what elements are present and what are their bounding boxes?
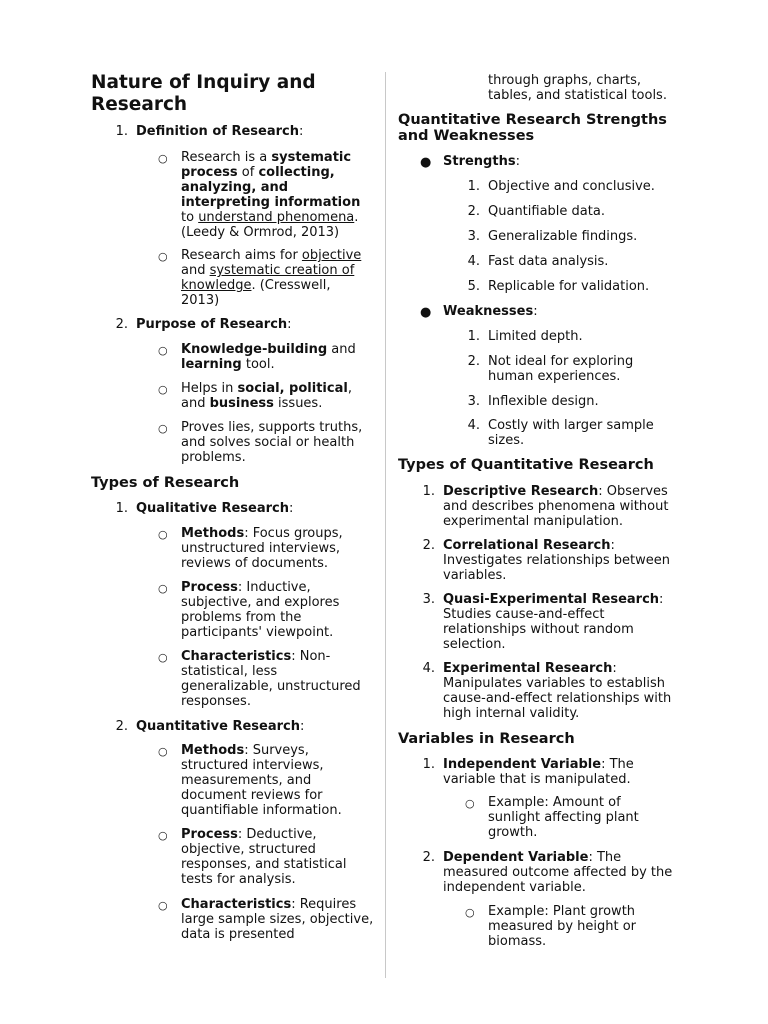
strength-item: Fast data analysis. [488,254,609,269]
strength-item: Objective and conclusive. [488,179,655,194]
qualitative-characteristics: Characteristics: Non-statistical, less generalizable, unstructured responses. [181,649,361,709]
list-number: 2. [467,204,480,219]
circle-bullet-icon: ○ [158,250,168,263]
strength-item: Replicable for validation. [488,279,650,294]
list-number: 1. [467,179,480,194]
list-number: 4. [467,254,480,269]
circle-bullet-icon: ○ [158,383,168,396]
circle-bullet-icon: ○ [465,906,475,919]
independent-variable: Independent Variable: The variable that is manipulated. [443,757,634,787]
weakness-item: Costly with larger sample sizes. [488,418,654,448]
list-number: 3. [422,592,435,607]
qualitative-methods: Methods: Focus groups, unstructured interviews, reviews of documents. [181,526,343,571]
list-number: 2. [467,354,480,369]
circle-bullet-icon: ○ [158,152,168,165]
dot-bullet-icon: ● [420,305,432,320]
purpose-point-1: Knowledge-building and learning tool. [181,342,356,372]
list-number: 1. [115,501,128,516]
list-number: 1. [115,124,128,139]
list-number: 2. [115,719,128,734]
list-number: 4. [467,418,480,433]
dependent-variable: Dependent Variable: The measured outcome affected by the independent variable. [443,850,673,895]
types-heading: Types of Research [91,475,240,491]
circle-bullet-icon: ○ [158,829,168,842]
list-number: 4. [422,661,435,676]
purpose-point-3: Proves lies, supports truths, and solves social or health problems. [181,420,363,465]
quantitative-characteristics: Characteristics: Requires large sample sizes, objective, data is presented [181,897,374,942]
quantitative-methods: Methods: Surveys, structured interviews, measurements, and document reviews for quantifiable information. [181,743,342,818]
quantitative-heading: Quantitative Research: [136,719,305,734]
list-number: 3. [467,394,480,409]
weakness-item: Limited depth. [488,329,583,344]
purpose-point-2: Helps in social, political, and business issues. [181,381,352,411]
page-title: Nature of Inquiry and Research [91,72,316,115]
qualitative-heading: Qualitative Research: [136,501,294,516]
dot-bullet-icon: ● [420,155,432,170]
list-number: 3. [467,229,480,244]
circle-bullet-icon: ○ [158,745,168,758]
list-number: 2. [422,850,435,865]
strength-item: Quantifiable data. [488,204,605,219]
column-divider [385,72,386,978]
definition-point-1: Research is a systematic process of collecting, analyzing, and interpreting information to understand phenomena. (Leedy & Ormrod, 2013) [181,150,361,240]
weakness-item: Inflexible design. [488,394,599,409]
quantitative-process: Process: Deductive, objective, structured responses, and statistical tests for analysis. [181,827,347,887]
definition-point-2: Research aims for objective and systematic creation of knowledge. (Cresswell, 2013) [181,248,362,308]
list-number: 1. [422,757,435,772]
dependent-example: Example: Plant growth measured by height or biomass. [488,904,637,949]
list-number: 2. [422,538,435,553]
list-number: 1. [422,484,435,499]
variables-heading: Variables in Research [398,731,575,747]
section-definition: Definition of Research: [136,124,304,139]
circle-bullet-icon: ○ [158,344,168,357]
independent-example: Example: Amount of sunlight affecting plant growth. [488,795,639,840]
qualitative-process: Process: Inductive, subjective, and explores problems from the participants' viewpoint. [181,580,340,640]
quasi-experimental-research: Quasi-Experimental Research: Studies cause-and-effect relationships without random selection. [443,592,664,652]
weakness-item: Not ideal for exploring human experiences. [488,354,634,384]
circle-bullet-icon: ○ [158,651,168,664]
section-purpose: Purpose of Research: [136,317,292,332]
circle-bullet-icon: ○ [158,528,168,541]
circle-bullet-icon: ○ [158,582,168,595]
list-number: 1. [467,329,480,344]
strengths-label: Strengths: [443,154,520,169]
continuation-text: through graphs, charts, tables, and statistical tools. [488,73,667,103]
experimental-research: Experimental Research: Manipulates variables to establish cause-and-effect relationships with high internal validity. [443,661,672,721]
circle-bullet-icon: ○ [158,899,168,912]
strength-item: Generalizable findings. [488,229,638,244]
list-number: 2. [115,317,128,332]
circle-bullet-icon: ○ [465,797,475,810]
list-number: 5. [467,279,480,294]
weaknesses-label: Weaknesses: [443,304,538,319]
strengths-weaknesses-heading: Quantitative Research Strengths and Weaknesses [398,112,667,144]
correlational-research: Correlational Research: Investigates relationships between variables. [443,538,670,583]
circle-bullet-icon: ○ [158,422,168,435]
quantitative-types-heading: Types of Quantitative Research [398,457,654,473]
descriptive-research: Descriptive Research: Observes and describes phenomena without experimental manipulation. [443,484,669,529]
